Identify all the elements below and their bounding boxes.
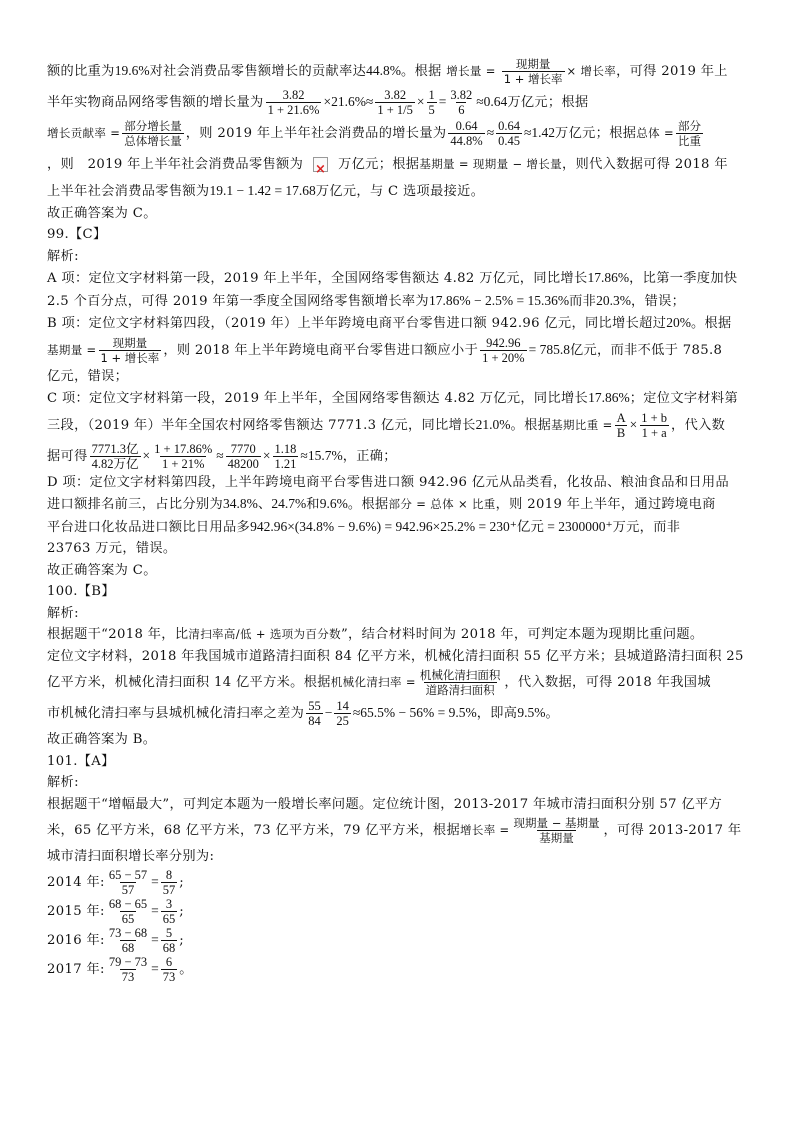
- fraction: $\frac{1 + 17.86\%}{1 + 21\%}$: [154, 441, 213, 471]
- formula-term: 机械化清扫率 =: [330, 675, 416, 689]
- fraction: $\frac{68 - 65}{65}$: [108, 896, 148, 926]
- text: ，代入数: [671, 417, 726, 433]
- fraction: $\frac{1}{5}$: [428, 88, 435, 117]
- text: 。: [545, 706, 560, 721]
- math: ×: [142, 447, 151, 463]
- fraction: $\frac{0.64}{0.45}$: [498, 119, 520, 148]
- analysis-label: 解析:: [47, 605, 79, 621]
- formula-term: 基期量 = 现期量 − 增长量: [419, 157, 562, 171]
- text: 进口额排名前三，占比分别为: [47, 497, 223, 512]
- text: A 项：定位文字材料第一段，2019 年上半年，全国网络零售额达 4.82 万亿元，同比增长: [47, 271, 588, 286]
- text: 据可得: [47, 448, 88, 464]
- growth-rate-list: [47, 868, 762, 984]
- year-label: 2014 年:: [47, 874, 105, 890]
- formula-term: 基期量 =: [47, 342, 97, 357]
- text: ”，结合材料时间为 2018 年，可判定本题为现期比重问题。: [340, 627, 704, 642]
- math: = 785.8: [528, 341, 570, 357]
- text-line: D 项：定位文字材料第四段，上半年跨境电商平台零售进口额 942.96 亿元从品类看，化妆品、粮油食品和日用品: [47, 474, 729, 490]
- text: ，则代入数据可得 2018 年: [562, 157, 728, 172]
- text-line: [47, 387, 762, 410]
- text-line: [47, 493, 762, 516]
- text-line: [47, 180, 762, 203]
- text: 。根据: [510, 417, 552, 433]
- answer-line: 故正确答案为 B。: [47, 732, 157, 747]
- text: 而非: [569, 293, 597, 309]
- fraction: $\frac{3.82}{6}$: [450, 88, 473, 117]
- growth-rate-row: [47, 868, 762, 897]
- math: ×21.6%≈: [323, 94, 374, 109]
- text-line: [47, 290, 762, 313]
- fraction: $\frac{0.64}{44.8\%}$: [450, 119, 483, 148]
- question-number: 99.【C】: [47, 227, 107, 242]
- text: 。: [179, 961, 193, 977]
- text: ，即高: [476, 706, 518, 721]
- question-number: 100.【B】: [47, 584, 115, 599]
- text: B 项：定位文字材料第四段，（2019 年）上半年跨境电商平台零售进口额 942.96 亿元，同比增长超过: [47, 316, 667, 331]
- formula-term: 总体 =: [636, 126, 674, 140]
- math: 20.3%: [596, 292, 632, 308]
- fraction: $\frac{5}{68}$: [162, 925, 176, 955]
- math: 17.86% − 2.5% = 15.36%: [428, 292, 570, 308]
- text-line: [47, 667, 762, 698]
- text: 万亿元；根据: [338, 157, 420, 172]
- formula-term: 基期比重 =: [551, 417, 613, 432]
- text: ，可得 2013-2017 年: [603, 823, 742, 838]
- text-line: 定位文字材料，2018 年我国城市道路清扫面积 84 亿平方米，机械化清扫面积 55 亿平方米；县城道路清扫面积 25: [47, 648, 744, 664]
- text: 半年实物商品网络零售额的增长量为: [47, 95, 264, 110]
- fraction: $\frac{\text{现期量}}{\text{1 + 增长率}}$: [100, 335, 160, 365]
- fraction: $\frac{55}{84}$: [308, 699, 321, 728]
- formula-term: 清扫率高/低 + 选项为百分数: [188, 627, 341, 641]
- fraction: $\frac{1 + b}{1 + a}$: [641, 410, 668, 440]
- fraction: $\frac{\text{部分增长量}}{\text{总体增长量}}$: [124, 119, 182, 148]
- text-line: [47, 335, 762, 366]
- math: 17.86%: [588, 390, 630, 405]
- text-line: [47, 267, 762, 290]
- text: 万亿元，与 C 选项最接近。: [315, 184, 485, 199]
- text: 2.5 个百分点，可得 2019 年第一季度全国网络零售额增长率为: [47, 293, 429, 309]
- text: 市机械化清扫率与县城机械化清扫率之差为: [47, 706, 305, 721]
- math: ×: [262, 447, 271, 463]
- text-line: [47, 815, 762, 846]
- fraction: $\frac{3.82}{1 + 1/5}$: [377, 88, 413, 117]
- fraction: $\frac{14}{25}$: [336, 699, 349, 728]
- math: ×: [629, 416, 638, 432]
- text: 。根据: [401, 64, 442, 79]
- text: ，错误；: [631, 293, 686, 309]
- formula-term: 增长率 =: [460, 823, 510, 837]
- text: 三段，（2019 年）半年全国农村网络零售额达 7771.3 亿元，同比增长: [47, 417, 476, 433]
- math: 9.6%: [319, 496, 348, 511]
- text-line: 城市清扫面积增长率分别为:: [47, 849, 215, 864]
- math: ≈0.64: [476, 94, 508, 109]
- math: ≈: [216, 447, 224, 463]
- growth-rate-row: [47, 897, 762, 926]
- text: ;: [179, 932, 185, 948]
- fraction: $\frac{A}{B}$: [616, 410, 626, 440]
- math: =: [438, 94, 447, 109]
- math: ≈15.7%: [300, 447, 343, 463]
- math: =: [151, 931, 159, 947]
- text-line: [47, 149, 762, 180]
- year-label: 2017 年:: [47, 961, 105, 977]
- text-line: [47, 87, 762, 118]
- formula-term: 增长量: [446, 64, 482, 78]
- fraction: $\frac{8}{57}$: [162, 867, 176, 897]
- text: ;: [179, 903, 185, 919]
- year-label: 2015 年:: [47, 903, 105, 919]
- fraction: $\frac{6}{73}$: [162, 954, 176, 984]
- text-line: 亿元，错误；: [47, 368, 129, 384]
- text: 亿元，而非不低于 785.8: [569, 342, 723, 358]
- text: 平台进口化妆品进口额比日用品多: [47, 519, 251, 535]
- text: ，则 2019 年上半年，通过跨境电商: [495, 497, 716, 512]
- math: 21.0%: [475, 416, 511, 432]
- text-line: [47, 410, 762, 441]
- text: 对社会消费品零售额增长的贡献率达: [149, 64, 367, 79]
- formula-term: × 增长率: [566, 64, 617, 78]
- fraction: $\frac{3}{65}$: [162, 896, 176, 926]
- fraction: $\frac{\text{部分}}{\text{比重}}$: [677, 119, 701, 148]
- text-line: 根据题干“增幅最大”，可判定本题为一般增长率问题。定位统计图，2013-2017 年城市清扫面积分别 57 亿平方: [47, 796, 723, 812]
- broken-image-icon: [313, 157, 328, 172]
- fraction: $\frac{\text{现期量}}{\text{1 + 增长率}}$: [503, 57, 563, 86]
- document-page: [47, 56, 762, 984]
- text: 。根据: [690, 316, 732, 331]
- text: 。根据: [347, 497, 389, 512]
- math: 20%: [666, 315, 691, 330]
- text: ;: [179, 874, 185, 890]
- math: 19.6%: [114, 63, 150, 78]
- math: ≈1.42: [524, 125, 556, 140]
- math: 9.5%: [517, 705, 546, 720]
- text-line: [47, 312, 762, 335]
- text: 万亿元；根据: [555, 126, 637, 141]
- fraction: $\frac{3.82}{1 + 21.6\%}$: [267, 88, 320, 117]
- formula-term: 增长贡献率 =: [47, 126, 121, 140]
- math: −: [324, 705, 333, 720]
- math: 942.96×(34.8% − 9.6%) = 942.96×25.2% = 230⁺亿元 = 2300000⁺: [250, 518, 613, 534]
- text-line: 23763 万元，错误。: [47, 541, 177, 556]
- math: =: [151, 960, 159, 976]
- text: ，则 2019 年上半年社会消费品的增长量为: [185, 126, 447, 141]
- text-line: [47, 441, 762, 472]
- fraction: $\frac{\text{现期量 − 基期量}}{\text{基期量}}$: [513, 816, 600, 845]
- fraction: $\frac{7770}{48200}$: [227, 441, 259, 471]
- text: ，则 2019 年上半年社会消费品零售额为: [47, 157, 304, 172]
- text-line: [47, 118, 762, 149]
- fraction: $\frac{73 - 68}{68}$: [108, 925, 148, 955]
- text: ，比第一季度加快: [629, 271, 738, 286]
- math: 34.8%、24.7%: [223, 496, 307, 511]
- text-line: 额的比重为19.6%对社会消费品零售额增长的贡献率达44.8%。根据 增长量 = $\frac{\text{现期量}}{\text{1 + 增长率}}$ × 增长率，可得 2019 年上: [47, 57, 728, 86]
- math: 44.8%: [366, 63, 402, 78]
- text: ，可得 2019 年上: [616, 64, 728, 79]
- fraction: $\frac{65 - 57}{57}$: [108, 867, 148, 897]
- text-line: [47, 698, 762, 729]
- answer-line: 故正确答案为 C。: [47, 562, 157, 578]
- formula-term: 部分 = 总体 × 比重: [388, 497, 496, 511]
- fraction: $\frac{942.96}{1 + 20\%}$: [482, 335, 525, 365]
- text: 米，65 亿平方米，68 亿平方米，73 亿平方米，79 亿平方米，根据: [47, 823, 460, 838]
- text: 根据题干“2018 年，比: [47, 627, 189, 642]
- text-line: [47, 624, 762, 646]
- text-line: [47, 516, 762, 539]
- text: ；定位文字材料第: [629, 391, 739, 406]
- text: ，代入数据，可得 2018 年我国城: [504, 675, 711, 690]
- text: 亿平方米，机械化清扫面积 14 亿平方米。根据: [47, 675, 331, 690]
- question-number: 101.【A】: [47, 753, 115, 769]
- text: 万亿元；根据: [507, 95, 589, 110]
- text: ，则 2018 年上半年跨境电商平台零售进口额应小于: [163, 342, 479, 358]
- text: 上半年社会消费品零售额为: [47, 184, 210, 199]
- fraction: $\frac{1.18}{1.21}$: [274, 441, 297, 471]
- math: ≈: [486, 125, 495, 140]
- answer-line: 故正确答案为 C。: [47, 205, 157, 221]
- text: ，正确；: [342, 448, 397, 464]
- text: 额的比重为: [47, 64, 115, 79]
- text: C 项：定位文字材料第一段，2019 年上半年，全国网络零售额达 4.82 万亿元，同比增长: [47, 391, 589, 406]
- analysis-label: 解析:: [47, 248, 79, 264]
- math: =: [151, 873, 159, 889]
- growth-rate-row: [47, 926, 762, 955]
- math: 17.86%: [587, 270, 630, 285]
- math: ×: [416, 94, 425, 109]
- fraction: $\frac{79 - 73}{73}$: [108, 954, 148, 984]
- math: ≈65.5% − 56% = 9.5%: [352, 705, 477, 720]
- growth-rate-row: [47, 955, 762, 984]
- analysis-label: 解析:: [47, 775, 79, 790]
- fraction: $\frac{\text{机械化清扫面积}}{\text{道路清扫面积}}$: [419, 668, 501, 697]
- math: =: [151, 902, 159, 918]
- text: 万元，而非: [612, 519, 681, 535]
- year-label: 2016 年:: [47, 932, 105, 948]
- text: 和: [306, 497, 320, 512]
- math: 19.1 − 1.42 = 17.68: [209, 183, 316, 198]
- fraction: $\frac{\text{7771.3亿}}{\text{4.82万亿}}$: [91, 441, 139, 471]
